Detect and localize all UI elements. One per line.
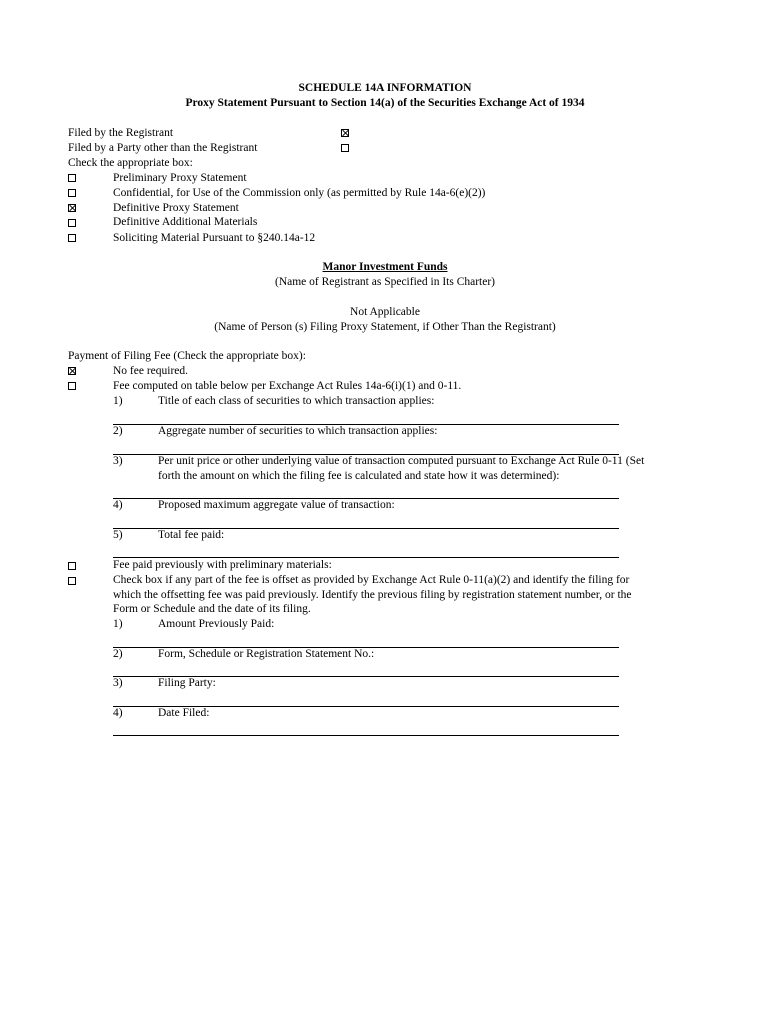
registrant-name: Manor Investment Funds — [322, 261, 448, 273]
item-number: 4) — [113, 499, 123, 511]
filed-by-other-party-label: Filed by a Party other than the Registrant — [68, 142, 258, 154]
total-fee-label: Total fee paid: — [158, 529, 225, 541]
item-number: 3) — [113, 455, 123, 467]
registration-statement-label: Form, Schedule or Registration Statement No.: — [158, 648, 375, 660]
no-fee-label: No fee required. — [113, 365, 189, 377]
filed-by-other-party-checkbox[interactable] — [341, 144, 349, 152]
preliminary-proxy-checkbox[interactable] — [68, 174, 76, 182]
confidential-label: Confidential, for Use of the Commission only (as permitted by Rule 14a-6(e)(2)) — [113, 187, 486, 199]
fee-paid-previously-checkbox[interactable] — [68, 562, 76, 570]
fee-offset-label-line2: which the offsetting fee was paid previously. Identify the previous filing by registration statement number, or the — [113, 589, 632, 601]
item-number: 1) — [113, 395, 123, 407]
definitive-additional-checkbox[interactable] — [68, 219, 76, 227]
item-number: 3) — [113, 677, 123, 689]
item-number: 1) — [113, 618, 123, 630]
schedule-title: SCHEDULE 14A INFORMATION — [298, 82, 472, 94]
soliciting-material-checkbox[interactable] — [68, 234, 76, 242]
definitive-proxy-checkbox[interactable] — [68, 204, 76, 212]
schedule-subtitle: Proxy Statement Pursuant to Section 14(a) of the Securities Exchange Act of 1934 — [185, 97, 585, 109]
fee-offset-checkbox[interactable] — [68, 577, 76, 585]
item-number: 4) — [113, 707, 123, 719]
filer-name-caption: (Name of Person (s) Filing Proxy Statement, if Other Than the Registrant) — [214, 321, 556, 333]
definitive-proxy-label: Definitive Proxy Statement — [113, 202, 239, 214]
filer-name: Not Applicable — [350, 306, 420, 318]
securities-class-label: Title of each class of securities to which transaction applies: — [158, 395, 435, 407]
fee-offset-label-line3: Form or Schedule and the date of its filing. — [113, 603, 311, 615]
item-number: 2) — [113, 648, 123, 660]
definitive-additional-label: Definitive Additional Materials — [113, 216, 258, 228]
fee-computed-checkbox[interactable] — [68, 382, 76, 390]
max-aggregate-value-label: Proposed maximum aggregate value of transaction: — [158, 499, 395, 511]
date-filed-label: Date Filed: — [158, 707, 210, 719]
fee-computed-label: Fee computed on table below per Exchange Act Rules 14a-6(i)(1) and 0-11. — [113, 380, 462, 392]
aggregate-number-label: Aggregate number of securities to which transaction applies: — [158, 425, 438, 437]
check-box-prompt: Check the appropriate box: — [68, 157, 193, 169]
filed-by-registrant-label: Filed by the Registrant — [68, 127, 174, 139]
item-number: 2) — [113, 425, 123, 437]
filing-party-label: Filing Party: — [158, 677, 216, 689]
no-fee-checkbox[interactable] — [68, 367, 76, 375]
fee-paid-previously-label: Fee paid previously with preliminary materials: — [113, 559, 332, 571]
item-number: 5) — [113, 529, 123, 541]
confidential-checkbox[interactable] — [68, 189, 76, 197]
unit-price-label: Per unit price or other underlying value of transaction computed pursuant to Exchange Act Rule 0-11 (Set — [158, 455, 645, 467]
filed-by-registrant-checkbox[interactable] — [341, 129, 349, 137]
preliminary-proxy-label: Preliminary Proxy Statement — [113, 172, 247, 184]
fee-offset-label-line1: Check box if any part of the fee is offset as provided by Exchange Act Rule 0-11(a)(2) and identify the filing for — [113, 574, 630, 586]
soliciting-material-label: Soliciting Material Pursuant to §240.14a-12 — [113, 232, 316, 244]
unit-price-label-cont: forth the amount on which the filing fee is calculated and state how it was determined): — [158, 470, 560, 482]
payment-heading: Payment of Filing Fee (Check the appropriate box): — [68, 350, 306, 362]
date-filed-field[interactable] — [113, 735, 619, 736]
amount-previously-paid-label: Amount Previously Paid: — [158, 618, 275, 630]
registrant-name-caption: (Name of Registrant as Specified in Its Charter) — [274, 276, 496, 288]
